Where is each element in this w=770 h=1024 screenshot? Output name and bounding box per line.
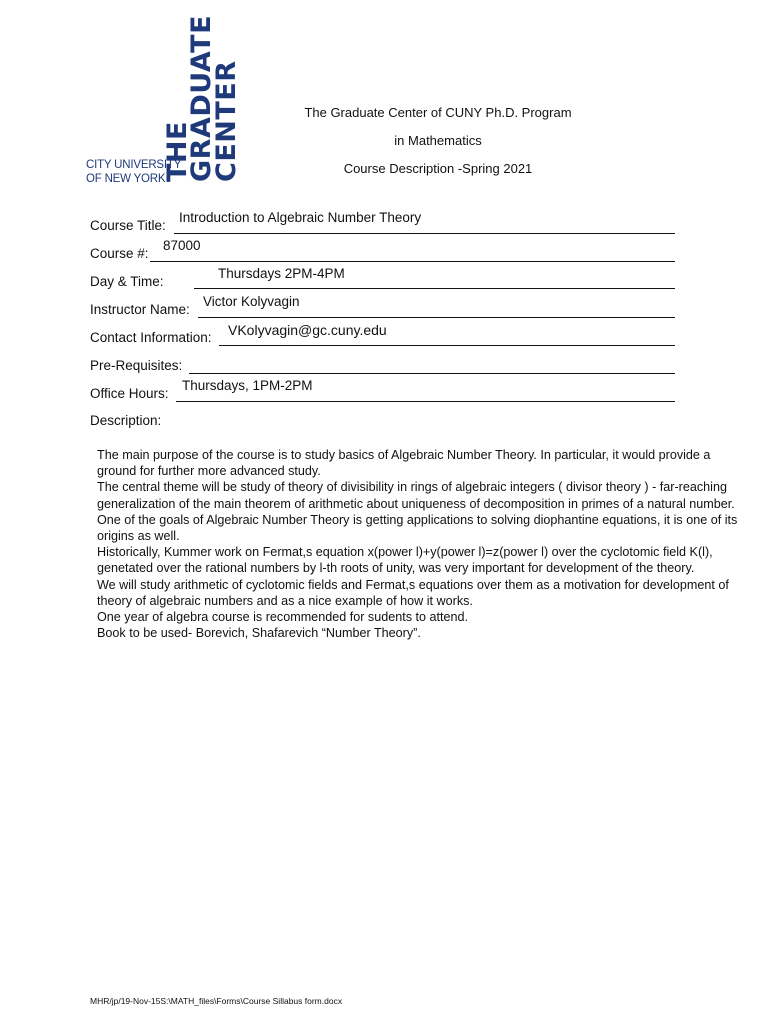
description-paragraph: One of the goals of Algebraic Number Theory is getting applications to solving diophantine equations, it is one of its origins as well. bbox=[97, 512, 738, 544]
contact-value: VKolyvagin@gc.cuny.edu bbox=[228, 322, 387, 338]
day-time-value: Thursdays 2PM-4PM bbox=[218, 266, 345, 281]
header-document-title: Course Description -Spring 2021 bbox=[343, 161, 533, 176]
instructor-label: Instructor Name: bbox=[90, 302, 190, 317]
course-title-value: Introduction to Algebraic Number Theory bbox=[179, 210, 422, 225]
description-body bbox=[97, 447, 747, 641]
contact-line bbox=[219, 345, 675, 346]
footer-file-path: MHR/jp/19-Nov-15S:\MATH_files\Forms\Course Sillabus form.docx bbox=[90, 996, 343, 1006]
course-title-label: Course Title: bbox=[90, 218, 166, 233]
course-number-label: Course #: bbox=[90, 246, 149, 261]
day-time-line bbox=[194, 288, 675, 289]
course-number-line bbox=[150, 261, 675, 262]
office-hours-line bbox=[176, 401, 675, 402]
prerequisites-label: Pre-Requisites: bbox=[90, 358, 183, 373]
description-paragraph: The main purpose of the course is to study basics of Algebraic Number Theory. In particular, it would provide a ground for further more advanced study. bbox=[97, 448, 711, 479]
logo-university-line2: OF NEW YORK bbox=[86, 173, 166, 185]
description-paragraph: We will study arithmetic of cyclotomic fields and Fermat,s equations over them as a motivation for development of theory of algebraic numbers and as a nice example of how it works. bbox=[97, 577, 729, 608]
logo-wordmark bbox=[162, 14, 242, 182]
prerequisites-line bbox=[189, 373, 675, 374]
logo-line-center: CENTER bbox=[210, 60, 242, 182]
office-hours-value: Thursdays, 1PM-2PM bbox=[182, 378, 313, 393]
course-number-value: 87000 bbox=[163, 238, 201, 253]
instructor-value: Victor Kolyvagin bbox=[203, 294, 300, 309]
description-paragraph: The central theme will be study of theory of divisibility in rings of algebraic integers ( divisor theory ) - far-reaching generalization of the main theorem of arithmetic about uniqueness of decomposition in primes of a natural number. bbox=[97, 480, 735, 511]
logo-university-line1: CITY UNIVERSITY bbox=[86, 159, 182, 171]
office-hours-label: Office Hours: bbox=[90, 386, 169, 401]
description-paragraph: Historically, Kummer work on Fermat,s equation x(power l)+y(power l)=z(power l) over the cyclotomic field K(l), genetated over the rational numbers by l-th roots of unity, was very important for development of the theory. bbox=[97, 545, 713, 576]
description-paragraph: Book to be used- Borevich, Shafarevich “Number Theory”. bbox=[97, 626, 421, 641]
logo-university-name bbox=[86, 158, 181, 186]
logo-line-the: THE bbox=[162, 121, 193, 182]
contact-label: Contact Information: bbox=[90, 330, 212, 345]
instructor-line bbox=[198, 317, 675, 318]
day-time-label: Day & Time: bbox=[90, 274, 164, 289]
header-program: The Graduate Center of CUNY Ph.D. Program bbox=[304, 105, 572, 120]
header-department: in Mathematics bbox=[394, 133, 482, 148]
description-label: Description: bbox=[90, 413, 162, 428]
description-paragraph: One year of algebra course is recommended for sudents to attend. bbox=[97, 610, 469, 625]
course-title-line bbox=[174, 233, 675, 234]
logo-line-graduate: GRADUATE bbox=[186, 14, 218, 182]
